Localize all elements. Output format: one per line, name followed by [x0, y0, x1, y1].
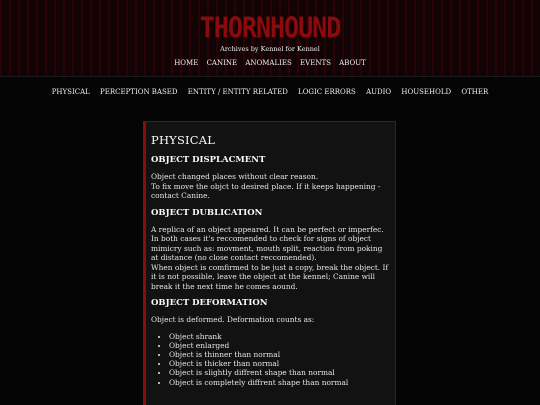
list-item: • Object enlarged [169, 341, 390, 350]
section-paragraph [151, 225, 390, 292]
list-item: • Object is thicker than normal [169, 359, 390, 368]
site-subtitle: Archives by Kennel for Kennel [220, 45, 320, 53]
category-link-other[interactable]: OTHER [461, 88, 489, 96]
nav-link-events[interactable]: EVENTS [300, 59, 331, 67]
paragraph-line: When object is comfirmed to be just a copy, break the object. If it is not possible, leave the object at the kennel; Canine will break it the next time he comes aound. [151, 262, 389, 291]
list-item: • Object shrank [169, 332, 390, 341]
section-heading: OBJECT DISPLACMENT [151, 155, 266, 165]
nav-link-home[interactable]: HOME [174, 59, 199, 67]
nav-link-about[interactable]: ABOUT [339, 59, 366, 67]
category-link-logic-errors[interactable]: LOGIC ERRORS [298, 88, 356, 96]
content-card [143, 121, 396, 405]
list-item: • Object is slightly diffrent shape than normal [169, 368, 390, 377]
site-header [0, 0, 540, 77]
deformation-list [169, 332, 390, 387]
paragraph-line: To fix move the objct to desired place. If it keeps happening - contact Canine. [151, 181, 381, 200]
list-item: • Object is thinner than normal [169, 350, 390, 359]
section-heading: OBJECT DEFORMATION [151, 298, 268, 308]
site-logo[interactable]: THORNHOUND [199, 10, 341, 45]
section-paragraph: Object is deformed. Deformation counts as: [151, 315, 315, 324]
page-title: PHYSICAL [151, 133, 216, 147]
section-heading: OBJECT DUBLICATION [151, 207, 263, 218]
nav-link-canine[interactable]: CANINE [206, 59, 238, 67]
list-item: • Object is completely diffrent shape than normal [169, 378, 390, 387]
section-paragraph [151, 172, 390, 201]
paragraph-line: A replica of an object appeared. It can be perfect or imperfec. In both cases it's reccomended to check for signs of object mimicry such as: movment, mouth split, reaction from poking at distance (no close contact reccomended). [151, 224, 384, 262]
nav-link-anomalies[interactable]: ANOMALIES [245, 59, 292, 67]
paragraph-line: Object changed places without clear reason. [151, 172, 319, 181]
category-link-physical[interactable]: PHYSICAL [51, 88, 90, 96]
category-link-household[interactable]: HOUSEHOLD [401, 88, 452, 96]
top-nav [0, 59, 540, 67]
category-link-entity[interactable]: ENTITY / ENTITY RELATED [187, 88, 288, 96]
category-link-audio[interactable]: AUDIO [366, 88, 392, 96]
category-link-perception[interactable]: PERCEPTION BASED [100, 88, 178, 96]
category-nav [0, 88, 540, 96]
